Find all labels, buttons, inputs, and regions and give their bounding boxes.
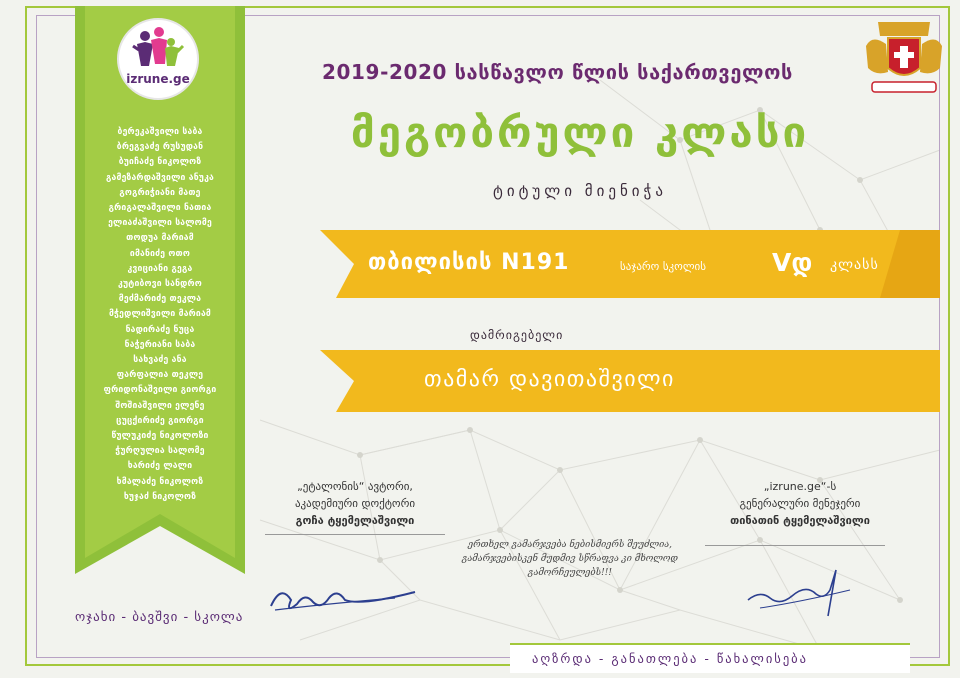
school-type: საჯარო სკოლის: [620, 260, 706, 273]
student-name: ბრეგვაძე რუსუდან: [116, 142, 204, 153]
student-name: ნაჭერიანი საბა: [124, 339, 196, 350]
right-signature-role: „izrune.ge“-ს: [763, 480, 837, 493]
right-signature-line: [705, 545, 885, 546]
certificate-subtitle: ტიტული მიენიჭა: [493, 182, 667, 200]
student-name: ფრიდონაშვილი გიორგი: [103, 385, 217, 396]
certificate-title: მეგობრული კლასი: [350, 108, 810, 157]
left-signature-block: [255, 478, 455, 529]
student-name: მჭედლიშვილი მარიამ: [108, 309, 212, 320]
student-name: ბუიჩაძე ნიკოლოზ: [118, 157, 202, 168]
school-name: თბილისის N191: [368, 250, 570, 275]
class-word: კლასს: [830, 257, 879, 273]
teacher-label: დამრიგებელი: [470, 328, 564, 342]
student-name: იმანიძე ოთო: [129, 248, 191, 259]
student-name: მეძმარიძე თეკლა: [118, 294, 202, 305]
left-signature-title: აკადემიური დოქტორი: [294, 497, 416, 510]
note-line-2: გამარჯვებისკენ მუდმივ სწრაფვა კი მხოლოდ გამორჩეულებს!!!: [461, 554, 679, 578]
footer-right-motto: აღზრდა - განათლება - წახალისება: [532, 651, 809, 666]
teacher-band: [320, 350, 940, 412]
left-handwritten-signature: [265, 570, 425, 620]
student-name: სახვაძე ანა: [133, 355, 187, 366]
school-band: [320, 230, 940, 298]
student-list: [92, 125, 228, 505]
note-line-1: ერთხელ გამარჯვება ნებისმიერს შეუძლია,: [467, 540, 673, 550]
brand-logo: [117, 18, 199, 100]
student-name: ცუცქირიძე გიორგი: [116, 415, 204, 426]
student-name: თოდუა მარიამ: [126, 233, 194, 244]
student-name: კუტიბოვი სანდრო: [117, 279, 202, 290]
student-name: ხმალაძე ნიკოლოზ: [116, 476, 204, 487]
student-name: ფარფალია თეკლე: [116, 370, 204, 381]
student-name: წულუკიძე ნიკოლოზი: [111, 431, 209, 442]
right-signature-name: თინათინ ტყემელაშვილი: [730, 514, 870, 527]
student-name: ელიაძაშვილი სალომე: [108, 218, 212, 229]
student-name: გამეზარდაშვილი ანუკა: [105, 172, 214, 183]
left-signature-name: გოჩა ტყემელაშვილი: [295, 514, 415, 527]
coat-of-arms-icon: [858, 16, 950, 100]
footer-bar: [510, 643, 910, 673]
left-signature-role: „ეტალონის“ ავტორი,: [297, 480, 413, 493]
footer-left-motto: ოჯახი - ბავშვი - სკოლა: [75, 610, 244, 625]
family-logo-icon: [119, 24, 197, 74]
left-signature-line: [265, 534, 445, 535]
right-signature-title: გენერალური მენეჯერი: [739, 497, 861, 510]
brand-name: izrune.ge: [126, 72, 190, 86]
student-name: ხუჯაძ ნიკოლოზ: [123, 491, 197, 502]
student-name: გოგრიჭიანი მათე: [119, 187, 201, 198]
motivation-note: [420, 538, 720, 580]
teacher-name: თამარ დავითაშვილი: [424, 367, 675, 392]
right-signature-block: [700, 478, 900, 529]
year-line: 2019-2020 სასწავლო წლის საქართველოს: [322, 60, 793, 84]
class-name: Vდ: [772, 248, 813, 277]
student-name: შოშიაშვილი ელენე: [115, 400, 205, 411]
student-name: ნადირაძე ნუცა: [125, 324, 195, 335]
student-name: ჭურღულია სალომე: [115, 446, 205, 457]
student-name: ხარიძე ლალი: [127, 461, 193, 472]
student-name: ბერეკაშვილი საბა: [117, 127, 203, 137]
student-name: გრიგალაშვილი ნათია: [108, 203, 212, 214]
right-handwritten-signature: [740, 560, 860, 630]
student-name: კვიციანი გეგა: [127, 263, 193, 274]
